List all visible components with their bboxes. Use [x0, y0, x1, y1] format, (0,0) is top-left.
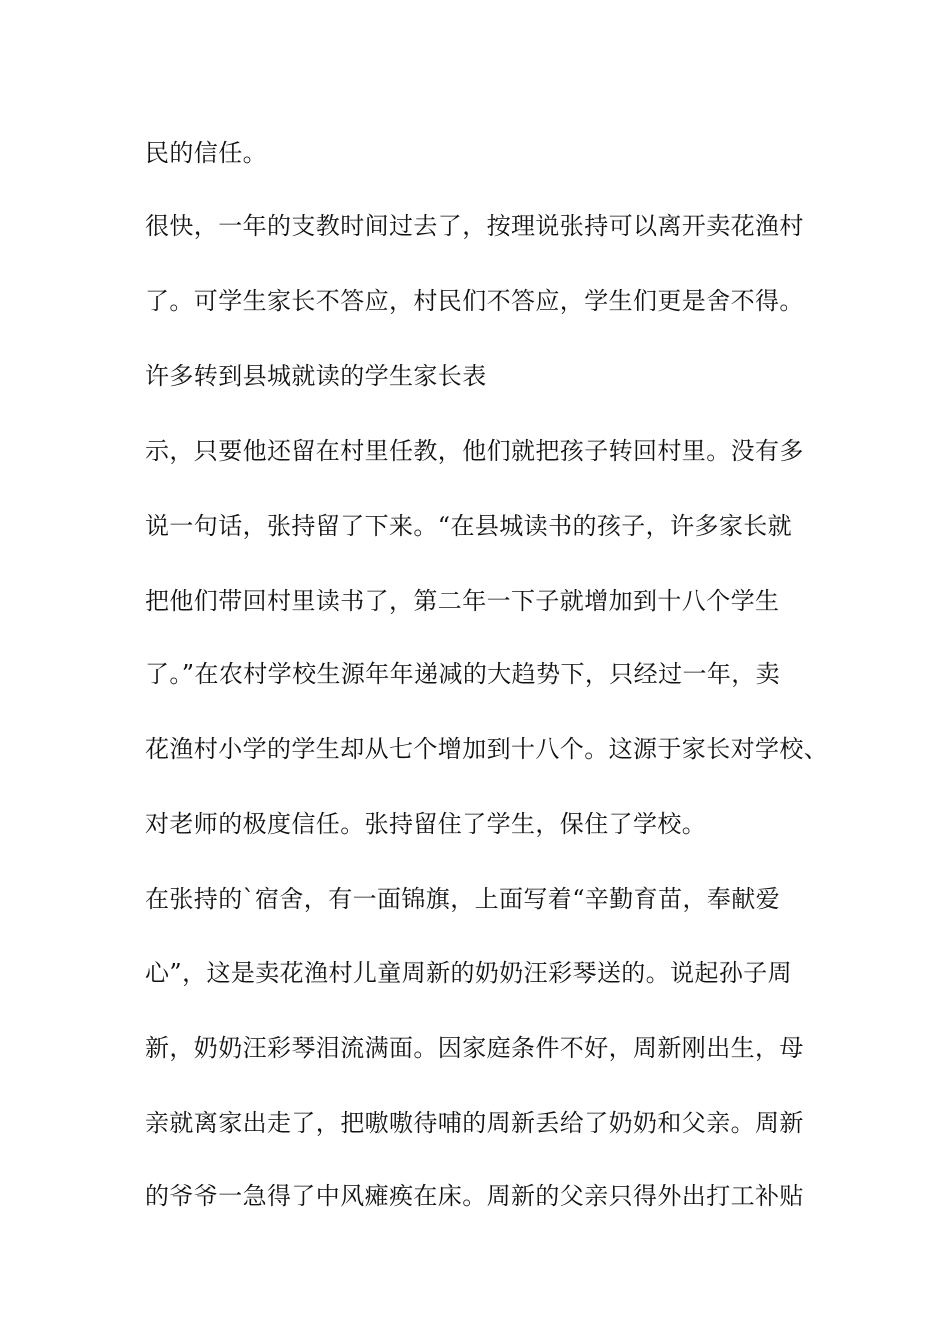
- text-line-4: 许多转到县城就读的学生家长表: [145, 362, 487, 390]
- text-line-11: 在张持的`宿舍，有一面锦旗，上面写着“辛勤育苗，奉献爱: [145, 885, 781, 913]
- text-line-15: 的爷爷一急得了中风瘫痪在床。周新的父亲只得外出打工补贴: [145, 1182, 804, 1210]
- text-line-13: 新，奶奶汪彩琴泪流满面。因家庭条件不好，周新刚出生，母: [145, 1034, 804, 1062]
- text-line-3: 了。可学生家长不答应，村民们不答应，学生们更是舍不得。: [145, 287, 804, 315]
- text-line-8: 了。”在农村学校生源年年递减的大趋势下，只经过一年，卖: [145, 660, 781, 688]
- text-line-5: 示，只要他还留在村里任教，他们就把孩子转回村里。没有多: [145, 437, 804, 465]
- text-line-12: 心”，这是卖花渔村儿童周新的奶奶汪彩琴送的。说起孙子周: [145, 959, 793, 987]
- text-line-6: 说一句话，张持留了下来。“在县城读书的孩子，许多家长就: [145, 512, 793, 540]
- text-line-1: 民的信任。: [145, 139, 267, 167]
- text-line-10: 对老师的极度信任。张持留住了学生，保住了学校。: [145, 810, 707, 838]
- text-line-2: 很快，一年的支教时间过去了，按理说张持可以离开卖花渔村: [145, 212, 804, 240]
- text-line-7: 把他们带回村里读书了，第二年一下子就增加到十八个学生: [145, 587, 780, 615]
- text-line-9: 花渔村小学的学生却从七个增加到十八个。这源于家长对学校、: [145, 735, 829, 763]
- text-line-14: 亲就离家出走了，把嗷嗷待哺的周新丢给了奶奶和父亲。周新: [145, 1109, 804, 1137]
